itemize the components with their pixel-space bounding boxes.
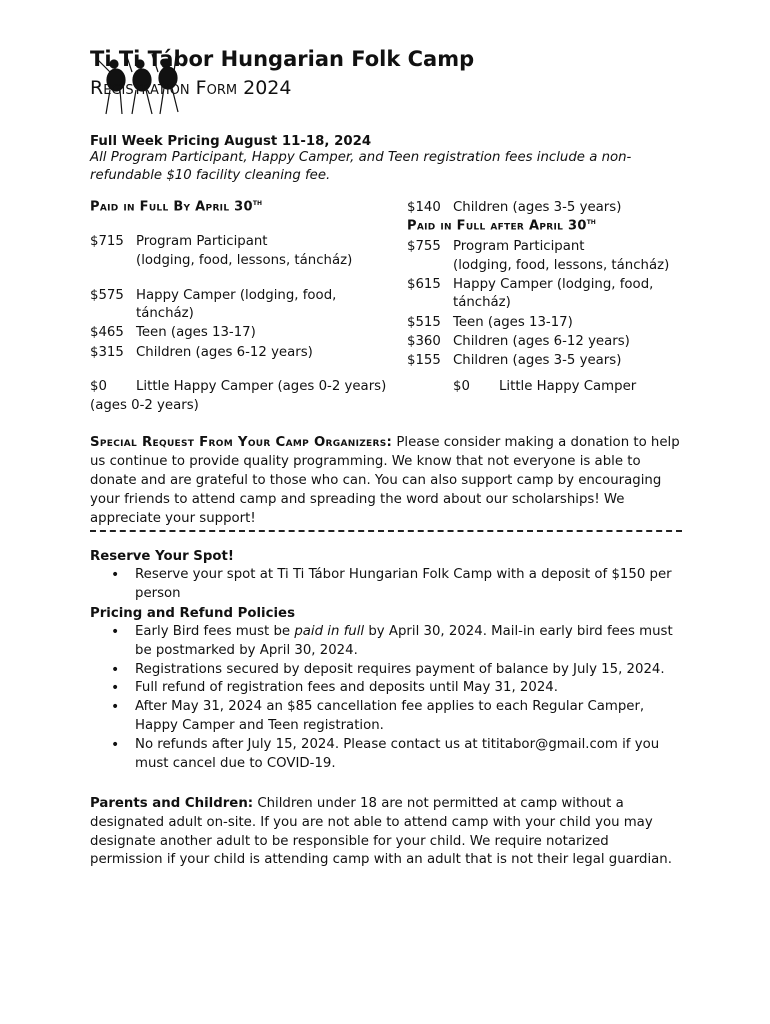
page-title: Ti Ti Tábor Hungarian Folk Camp bbox=[90, 47, 475, 71]
fee-note: All Program Participant, Happy Camper, and Teen registration fees include a non-refundable $10 facility cleaning fee. bbox=[90, 150, 632, 183]
early-price-row bbox=[90, 286, 390, 326]
late-little-camper-row bbox=[453, 377, 673, 397]
price: $0 bbox=[453, 379, 470, 394]
cut-line-divider bbox=[90, 530, 682, 532]
price-desc: Little Happy Camper bbox=[499, 379, 637, 394]
price-desc-2: táncház) bbox=[136, 306, 194, 321]
parents-label: Parents and Children: bbox=[90, 796, 254, 811]
price: $575 bbox=[90, 288, 124, 303]
parents-text: Children under 18 are not permitted at camp without a designated adult on-site. If you are not able to attend camp with your child you may designate another adult to be responsible for your child. We require notarized permission if your child is attending camp with an adult that is not their legal guardian. bbox=[90, 796, 672, 868]
price: $515 bbox=[407, 315, 441, 330]
price: $465 bbox=[90, 325, 124, 340]
price-desc: Children (ages 3-5 years) bbox=[453, 200, 622, 215]
price-desc: Children (ages 3-5 years) bbox=[453, 353, 622, 368]
price: $755 bbox=[407, 239, 441, 254]
early-price-row bbox=[90, 232, 390, 272]
special-request-text: Please consider making a donation to help us continue to provide quality programming. We know that not everyone is able to donate and are grateful to those who can. You can also support camp by encouraging your friends to attend camp and spreading the word about our scholarships! We appreciate your support! bbox=[90, 435, 680, 526]
late-price-row bbox=[407, 237, 707, 277]
little-camper-overflow: (ages 0-2 years) bbox=[90, 398, 199, 413]
price-desc-2: táncház) bbox=[453, 295, 511, 310]
late-heading-text: Paid in Full after April 30 bbox=[407, 218, 587, 234]
price: $0 bbox=[90, 379, 107, 394]
policies-list bbox=[90, 623, 682, 773]
price: $615 bbox=[407, 277, 441, 292]
late-price-row bbox=[407, 332, 707, 352]
policy-emphasis: paid in full bbox=[294, 624, 365, 639]
price-desc: Happy Camper (lodging, food, bbox=[136, 288, 337, 303]
list-item: • After May 31, 2024 an $85 cancellation fee applies to each Regular Camper, Happy Camper and Teen registration. bbox=[90, 698, 682, 736]
early-price-row bbox=[407, 198, 707, 218]
early-heading-text: Paid in Full By April 30 bbox=[90, 199, 253, 215]
reserve-heading: Reserve Your Spot! bbox=[90, 549, 234, 564]
reserve-list bbox=[90, 566, 682, 604]
price-desc-2: (lodging, food, lessons, táncház) bbox=[453, 258, 670, 273]
late-price-row bbox=[407, 275, 707, 315]
form-subtitle: Registration Form 2024 bbox=[90, 77, 292, 99]
early-price-row bbox=[90, 323, 390, 343]
policy-text: by April 30, 2024. Mail-in early bird fees must be postmarked by April 30, 2024. bbox=[135, 624, 673, 658]
list-item: • Full refund of registration fees and deposits until May 31, 2024. bbox=[90, 679, 682, 698]
list-item: • Registrations secured by deposit requires payment of balance by July 15, 2024. bbox=[90, 661, 682, 680]
early-little-camper-row bbox=[90, 377, 410, 397]
price: $140 bbox=[407, 200, 441, 215]
policies-heading: Pricing and Refund Policies bbox=[90, 606, 295, 621]
price-desc: Little Happy Camper (ages 0-2 years) bbox=[136, 379, 387, 394]
early-heading-sup: th bbox=[252, 198, 262, 207]
price-desc: Program Participant bbox=[453, 239, 585, 254]
list-item: • Reserve your spot at Ti Ti Tábor Hungarian Folk Camp with a deposit of $150 per person bbox=[90, 566, 682, 604]
price-desc: Program Participant bbox=[136, 234, 268, 249]
parents-section bbox=[90, 795, 682, 870]
price: $315 bbox=[90, 345, 124, 360]
price-desc: Children (ages 6-12 years) bbox=[136, 345, 313, 360]
price-desc: Teen (ages 13-17) bbox=[453, 315, 573, 330]
late-heading-sup: th bbox=[586, 217, 596, 226]
price-desc: Happy Camper (lodging, food, bbox=[453, 277, 654, 292]
special-request-label: Special Request From Your Camp Organizers: bbox=[90, 435, 393, 450]
list-item bbox=[90, 623, 682, 661]
late-price-row bbox=[407, 313, 707, 333]
early-pricing-heading bbox=[90, 198, 262, 214]
late-pricing-heading bbox=[407, 217, 596, 233]
price-desc-2: (lodging, food, lessons, táncház) bbox=[136, 253, 353, 268]
price: $360 bbox=[407, 334, 441, 349]
pricing-heading: Full Week Pricing August 11-18, 2024 bbox=[90, 134, 372, 149]
price: $155 bbox=[407, 353, 441, 368]
early-price-row bbox=[90, 343, 390, 363]
special-request bbox=[90, 433, 682, 528]
late-price-row bbox=[407, 351, 707, 371]
list-item: • No refunds after July 15, 2024. Please contact us at tititabor@gmail.com if you must cancel due to COVID-19. bbox=[90, 736, 682, 774]
policy-text: Early Bird fees must be bbox=[135, 624, 295, 639]
price-desc: Children (ages 6-12 years) bbox=[453, 334, 630, 349]
price: $715 bbox=[90, 234, 124, 249]
price-desc: Teen (ages 13-17) bbox=[136, 325, 256, 340]
